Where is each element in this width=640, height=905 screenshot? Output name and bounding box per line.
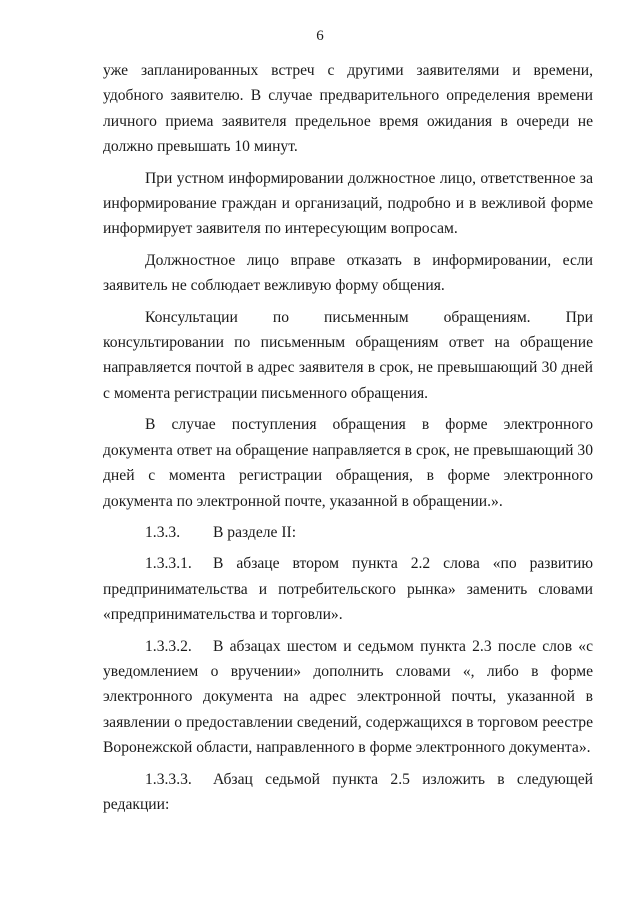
paragraph-electronic-documents: В случае поступления обращения в форме электронного документа ответ на обращение направляется в срок, не превышающий 30 дней с момента регистрации обращения, в форме электронного документа по электронной почте, указанной в обращении.». xyxy=(103,416,593,510)
page-number: 6 xyxy=(316,28,324,44)
paragraph-oral-informing: При устном информировании должностное лицо, ответственное за информирование граждан и организаций, подробно и в вежливой форме информирует заявителя по интересующим вопросам. xyxy=(103,169,593,238)
item-text: Абзац седьмой пункта 2.5 изложить в следующей редакции: xyxy=(103,770,593,813)
paragraph-written-consultations: Консультации по письменным обращениям. При консультировании по письменным обращениям ответ на обращение направляется почтой в адрес заявителя в срок, не превышающий 30 дней с момента регистрации письменного обращения. xyxy=(103,308,593,402)
item-text: В абзаце втором пункта 2.2 слова «по развитию предпринимательства и потребительского рынка» заменить словами «предпринимательства и торговли». xyxy=(103,555,593,624)
item-text: В разделе II: xyxy=(213,523,297,541)
item-number: 1.3.3.1. xyxy=(145,555,192,573)
item-1-3-3 xyxy=(103,520,593,545)
item-1-3-3-1 xyxy=(103,551,593,627)
document-body xyxy=(103,58,593,823)
item-1-3-3-3 xyxy=(103,767,593,818)
item-number: 1.3.3.2. xyxy=(145,637,192,655)
item-text: В абзацах шестом и седьмом пункта 2.3 после слов «с уведомлением о вручении» дополнить словами «, либо в форме электронного документа на адрес электронной почты, указанной в заявлении о предоставлении сведений, содержащихся в торговом реестре Воронежской области, направленного в форме электронного документа». xyxy=(103,637,593,757)
paragraph-continuation: уже запланированных встреч с другими заявителями и времени, удобного заявителю. В случае предварительного определения времени личного приема заявителя предельное время ожидания в очереди не должно превышать 10 минут. xyxy=(103,62,593,156)
item-number: 1.3.3. xyxy=(145,523,181,541)
item-1-3-3-2 xyxy=(103,634,593,761)
paragraph-refusal: Должностное лицо вправе отказать в информировании, если заявитель не соблюдает вежливую форму общения. xyxy=(103,251,593,295)
item-number: 1.3.3.3. xyxy=(145,770,192,788)
